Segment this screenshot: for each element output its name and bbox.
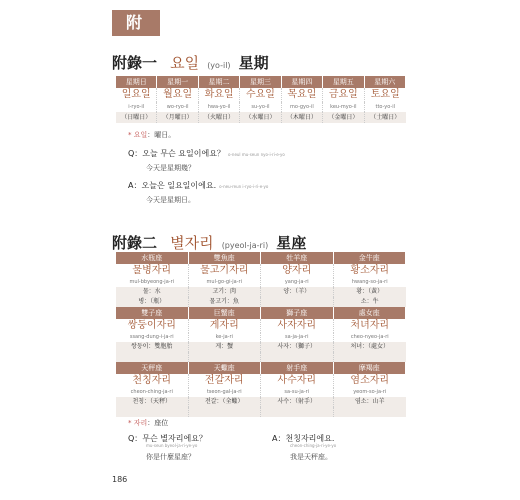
zodiac-korean: 염소자리 [350,375,390,386]
weekday-header: 星期二 [199,76,240,88]
zodiac-romanization: yang-ja-ri [261,278,334,287]
a-romanization: o-neu-reun i-ryo-i-ri-e-yo [219,184,269,189]
section1-question [128,148,285,159]
zodiac-row [116,352,406,362]
a-text: 오늘은 일요일이에요. [141,181,217,190]
weekday-romanization: i-ryo-il [116,102,157,112]
appendix-title: 附 錄 [112,10,160,36]
zodiac-row [116,342,406,352]
weekday-korean: 일요일 [116,88,157,102]
zodiac-header: 射手座 [261,362,334,374]
weekday-header: 星期五 [323,76,364,88]
zodiac-header: 天秤座 [116,362,189,374]
zodiac-example [261,297,334,307]
zodiac-header: 處女座 [334,307,407,319]
zodiac-header: 雙子座 [116,307,189,319]
section1-korean: 요일 [170,54,200,72]
weekday-romanization: su-yo-il [240,102,281,112]
zodiac-example: 황：（黃） [334,287,407,297]
weekday-kanji: （日曜日） [116,112,157,123]
zodiac-korean: 천칭자리 [116,374,189,388]
zodiac-romanization: mul-go-gi-ja-ri [189,278,262,287]
zodiac-korean: 사자자리 [261,319,334,333]
a-text: 천칭자리에요. [285,434,335,443]
zodiac-korean: 쌍둥이자리 [116,319,189,333]
section2-chinese: 星座 [276,234,307,252]
section1-answer [128,180,268,191]
zodiac-example: 쌍둥이：雙胞胎 [116,342,189,352]
zodiac-example: 염소：山羊 [334,397,407,407]
zodiac-korean: 처녀자리 [350,320,390,331]
zodiac-example [334,407,407,417]
q-label: Q： [128,434,143,443]
zodiac-romanization: hwang-so-ja-ri [351,279,388,285]
zodiac-header: 雙魚座 [189,252,262,264]
weekday-romanization: hwa-yo-il [199,102,240,112]
section2-question-translation: 你是什麼星座？ [146,453,195,461]
weekday-romanization: tto-yo-il [375,104,395,110]
zodiac-example: 처녀：（處女） [334,342,407,352]
weekday-kanji: （月曜日） [157,112,198,123]
zodiac-row [116,287,406,297]
weekday-korean: 월요일 [157,88,198,102]
zodiac-korean: 물병자리 [116,264,189,278]
zodiac-table [116,252,406,417]
note-word: 자리 [133,419,148,427]
zodiac-romanization: sa-su-ja-ri [261,388,334,397]
zodiac-romanization: ssang-dung-i-ja-ri [116,333,189,342]
zodiac-example [116,352,189,362]
zodiac-row [116,307,406,319]
weekday-header: 星期日 [116,76,157,88]
weekday-romanization: keu-myo-il [323,102,364,112]
zodiac-example: 고기：肉 [189,287,262,297]
page-number: 186 [112,475,128,484]
q-romanization: o-neul mu-seun nyo-i-ri-e-yo [227,152,285,157]
zodiac-romanization: sa-ja-ja-ri [261,333,334,342]
zodiac-example: 소：牛 [334,297,407,307]
a-label: A： [272,434,286,443]
section1-question-translation: 今天是星期幾？ [146,164,195,172]
zodiac-example [334,352,407,362]
weekday-korean: 금요일 [323,88,364,102]
weekday-korean: 수요일 [240,88,281,102]
section2-korean: 별자리 [170,234,214,252]
zodiac-example: 양：（羊） [261,287,334,297]
weekday-header: 星期四 [282,76,323,88]
section1-answer-translation: 今天是星期日。 [146,196,195,204]
zodiac-row [116,374,406,388]
zodiac-romanization: tseon-gal-ja-ri [189,388,262,397]
zodiac-example: 사자：（獅子） [261,342,334,352]
zodiac-row [116,407,406,417]
section1-chinese: 星期 [238,54,269,72]
weekday-kanji: （金曜日） [323,112,364,123]
weekday-header: 星期六 [365,76,406,88]
zodiac-romanization: cheo-nyeo-ja-ri [350,334,389,340]
weekday-table [116,76,406,123]
zodiac-header: 牡羊座 [261,252,334,264]
weekday-romanization: wo-ryo-il [157,102,198,112]
zodiac-row [116,264,406,278]
weekday-korean: 화요일 [199,88,240,102]
zodiac-example [261,352,334,362]
zodiac-header: 水瓶座 [116,252,189,264]
section2-answer-romanization: cheon-ching-ja-ri-ye-yo [290,443,337,448]
zodiac-header: 天蠍座 [189,362,262,374]
zodiac-romanization: yeom-so-ja-ri [353,389,387,395]
zodiac-example [261,407,334,417]
weekday-header: 星期一 [157,76,198,88]
section2-note [128,418,168,428]
zodiac-korean: 사수자리 [261,374,334,388]
weekday-romanization: mo-gyo-il [282,102,323,112]
q-text: 무슨 별자리에요？ [142,434,207,443]
zodiac-korean: 황소자리 [350,265,390,276]
zodiac-example [116,407,189,417]
weekday-korean: 토요일 [370,89,400,100]
section2-romanization: (pyeol-ja-ri) [221,241,269,250]
section2-label: 附錄二 [112,234,158,252]
zodiac-example [189,407,262,417]
zodiac-korean: 양자리 [261,264,334,278]
section1-romanization: (yo-il) [207,61,231,70]
zodiac-header: 金牛座 [334,252,407,264]
zodiac-row [116,278,406,287]
zodiac-korean: 전갈자리 [189,374,262,388]
zodiac-example: 물고기：魚 [189,297,262,307]
section1-note [128,130,175,140]
zodiac-example: 천칭：（天秤） [116,397,189,407]
weekday-kanji: （水曜日） [240,112,281,123]
zodiac-row [116,388,406,397]
zodiac-korean: 물고기자리 [189,264,262,278]
section1-heading [112,52,269,73]
zodiac-korean: 게자리 [189,319,262,333]
zodiac-example: 사수：（射手） [261,397,334,407]
zodiac-romanization: cheon-ching-ja-ri [116,388,189,397]
zodiac-row [116,297,406,307]
q-label: Q： [128,149,143,158]
section2-question-romanization: mu-seun byeol-ja-ri-ye-yo [146,443,198,448]
note-text: ：曜日。 [147,131,176,139]
zodiac-row [116,397,406,407]
a-label: A： [128,181,142,190]
zodiac-row [116,362,406,374]
section2-heading [112,232,306,253]
zodiac-header: 巨蟹座 [189,307,262,319]
note-text: ：座位 [147,419,169,427]
zodiac-romanization: mul-bbyeong-ja-ri [116,278,189,287]
weekday-kanji: （木曜日） [282,112,323,123]
zodiac-header: 摩羯座 [334,362,407,374]
zodiac-example [189,352,262,362]
zodiac-row [116,333,406,342]
section1-label: 附錄一 [112,54,158,72]
zodiac-example: 전갈：（全蠍） [189,397,262,407]
zodiac-row [116,252,406,264]
section2-answer-translation: 我是天秤座。 [290,453,332,461]
zodiac-example: 병：（瓶） [116,297,189,307]
zodiac-row [116,319,406,333]
note-bullet: * [128,131,132,139]
zodiac-header: 獅子座 [261,307,334,319]
note-word: 요일 [133,131,148,139]
zodiac-romanization: ke-ja-ri [189,333,262,342]
zodiac-example: 물：水 [116,287,189,297]
weekday-header: 星期三 [240,76,281,88]
q-text: 오늘 무슨 요일이에요？ [142,149,225,158]
note-bullet: * [128,419,132,427]
zodiac-example: 게：蟹 [189,342,262,352]
weekday-kanji: （火曜日） [199,112,240,123]
weekday-korean: 목요일 [282,88,323,102]
weekday-kanji: （土曜日） [365,112,406,123]
